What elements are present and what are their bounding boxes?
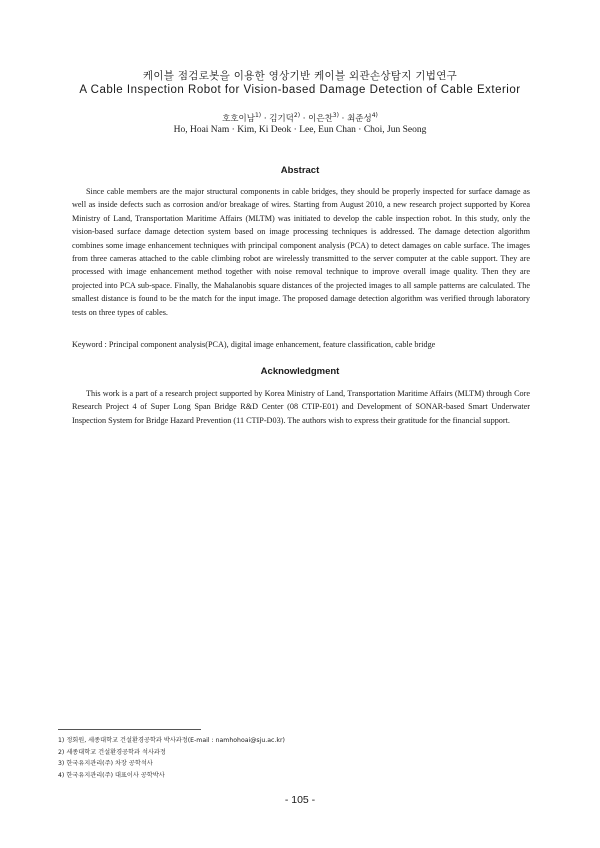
abstract-heading: Abstract [280, 165, 320, 176]
author-footnote-mark: 3) [332, 112, 339, 120]
author-footnote-mark: 2) [293, 112, 301, 120]
footnotes [58, 735, 538, 781]
keywords: Keyword : Principal component analysis(PCA), digital image enhancement, feature classification, cable bridge [72, 340, 436, 349]
author-separator: · [338, 114, 348, 124]
footnote: 2) 세종대학교 건설환경공학과 석사과정 [58, 748, 166, 756]
authors-korean [0, 112, 600, 124]
authors-english: Ho, Hoai Nam · Kim, Ki Deok · Lee, Eun Chan · Choi, Jun Seong [173, 125, 427, 135]
author-separator: · [261, 114, 270, 124]
author-name: 호호이남 [222, 114, 255, 124]
title-english: A Cable Inspection Robot for Vision-based Damage Detection of Cable Exterior [79, 84, 521, 96]
page-number: - 105 - [284, 794, 316, 806]
footnote: 3) 한국유지관리(주) 차장 공학석사 [58, 760, 153, 767]
author-name: 이은찬 [308, 114, 333, 124]
author-footnote-mark: 1) [254, 112, 262, 120]
author-name: 최준성 [347, 114, 372, 124]
footnote: 1) 정회원, 세종대학교 건설환경공학과 박사과정(E-mail : namhohoai@sju.ac.kr) [58, 737, 285, 744]
author-name: 김기덕 [269, 114, 294, 124]
author-separator: · [300, 114, 309, 124]
title-korean: 케이블 점검로봇을 이용한 영상기반 케이블 외관손상탐지 기법연구 [142, 70, 458, 82]
acknowledgment-heading: Acknowledgment [260, 366, 340, 377]
author-footnote-mark: 4) [371, 112, 378, 120]
footnote-divider [58, 729, 201, 730]
acknowledgment-body: This work is a part of a research project supported by Korea Ministry of Land, Transportation Maritime Affairs (MLTM) through Core Research Project 4 of Super Long Span Bridge R&D Center (08 CTIP-E01) and Development of SONAR-based Smart Underwater Inspection System for Bridge Hazard Prevention (11 CTIP-D03). The authors wish to express their gratitude for the financial support. [72, 389, 530, 425]
abstract-body: Since cable members are the major structural components in cable bridges, they should be properly inspected for surface damage as well as inside defects such as corrosion and/or breakage of wires. Starting from August 2010, a new research project supported by Korea Ministry of Land, Transportation Maritime Affairs (MLTM) was initiated to develop the cable inspection robot. In this study, only the vision-based surface damage detection system based on image processing techniques is addressed. The damage detection algorithm combines some image enhancement techniques with principal component analysis (PCA) to detect damages on cable surface. The images from three cameras attached to the cable climbing robot are wirelessly transmitted to the server computer at the cable support. They are processed with image enhancement method together with noise removal technique to improve overall image quality. Then they are projected into PCA sub-space. Finally, the Mahalanobis square distances of the projected images to all sample patterns are calculated. The smallest distance is found to be the match for the input image. The proposed damage detection algorithm was verified through laboratory tests on three types of cables. [72, 187, 530, 317]
footnote: 4) 한국유지관리(주) 대표이사 공학박사 [58, 771, 165, 779]
